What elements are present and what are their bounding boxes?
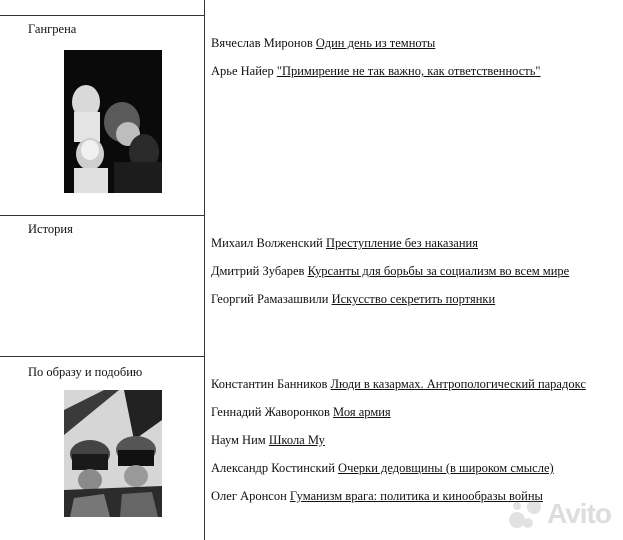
entry-title-link[interactable]: Очерки дедовщины (в широком смысле)	[338, 461, 554, 475]
list-item	[211, 64, 541, 79]
list-item	[211, 292, 495, 307]
entry-author: Наум Ним	[211, 433, 266, 447]
entry-title-link[interactable]: Люди в казармах. Антропологический парадокс	[330, 377, 586, 391]
row-divider	[0, 215, 204, 216]
entry-author: Геннадий Жаворонков	[211, 405, 330, 419]
section-photo-gangrene	[64, 50, 162, 193]
section-photo-image-and-likeness	[64, 390, 162, 517]
entry-title-link[interactable]: Один день из темноты	[315, 36, 436, 50]
entry-title-link[interactable]: Искусство секретить портянки	[331, 292, 496, 306]
entry-title-link[interactable]: Моя армия	[333, 405, 391, 419]
entry-author: Арье Найер	[211, 64, 274, 78]
list-item	[211, 405, 391, 420]
entry-title-link[interactable]: Школа Му	[268, 433, 325, 447]
list-item	[211, 433, 325, 448]
row-divider	[0, 15, 204, 16]
avito-logo-icon	[509, 498, 543, 530]
section-title-gangrene: Гангрена	[28, 22, 77, 36]
list-item	[211, 264, 569, 279]
entry-author: Георгий Рамазашвили	[211, 292, 329, 306]
entry-title-link[interactable]: Курсанты для борьбы за социализм во всем мире	[307, 264, 570, 278]
list-item	[211, 377, 586, 392]
entry-author: Александр Костинский	[211, 461, 335, 475]
entry-title-link[interactable]: Гуманизм врага: политика и кинообразы войны	[289, 489, 543, 503]
entry-title-link[interactable]: Преступление без наказания	[325, 236, 478, 250]
entry-author: Михаил Волженский	[211, 236, 323, 250]
avito-watermark	[509, 498, 611, 530]
section-title-history: История	[28, 222, 73, 236]
list-item	[211, 36, 435, 51]
entry-author: Олег Аронсон	[211, 489, 287, 503]
row-divider	[0, 356, 204, 357]
section-title-image-and-likeness: По образу и подобию	[28, 365, 143, 379]
entry-author: Дмитрий Зубарев	[211, 264, 305, 278]
entry-author: Вячеслав Миронов	[211, 36, 313, 50]
entry-title-link[interactable]: "Примирение не так важно, как ответственность"	[276, 64, 541, 78]
entry-author: Константин Банников	[211, 377, 328, 391]
column-divider	[204, 0, 205, 540]
list-item	[211, 489, 543, 504]
watermark-brand: Avito	[547, 498, 611, 529]
list-item	[211, 461, 554, 476]
list-item	[211, 236, 478, 251]
